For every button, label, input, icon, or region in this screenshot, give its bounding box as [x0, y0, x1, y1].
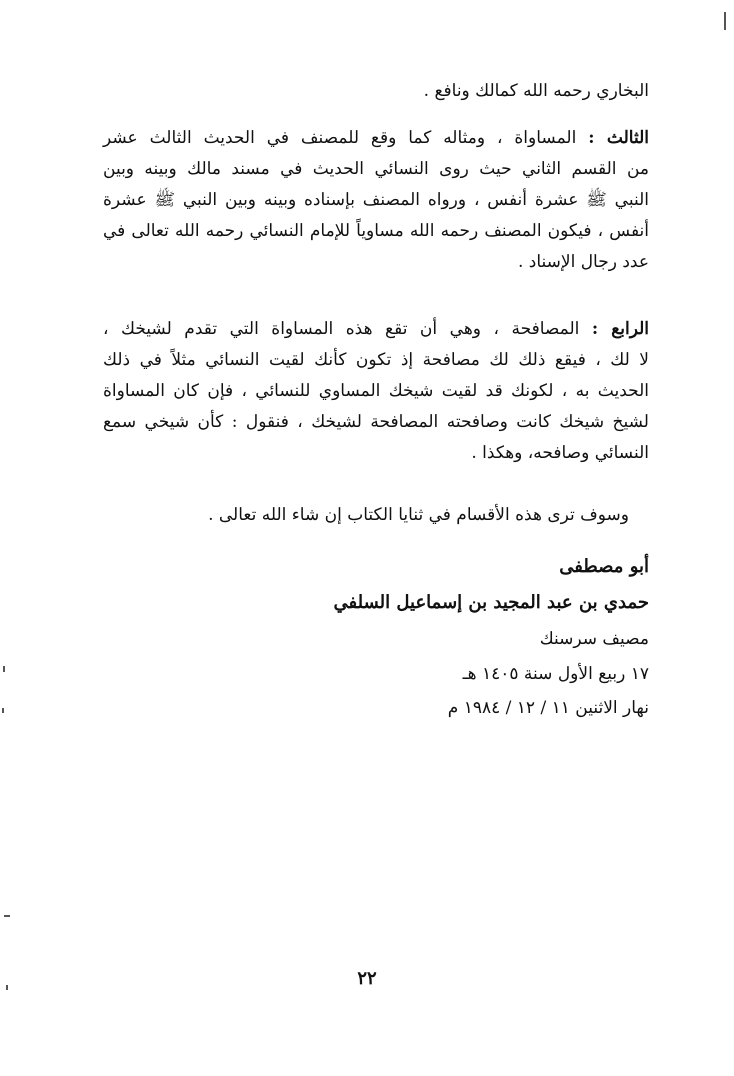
scan-speck [724, 12, 726, 30]
fourth-section-line-3: الحديث به ، لكونك قد لقيت شيخك المساوي للنسائي ، فإن كان المساواة [103, 381, 649, 401]
third-section-line-2: من القسم الثاني حيث روى النسائي الحديث في مسند مالك وبينه وبين [103, 159, 649, 179]
hijri-date: ١٧ ربيع الأول سنة ١٤٠٥ هـ [462, 664, 649, 684]
fourth-section-line-1 [103, 317, 649, 341]
third-heading: الثالث : [588, 128, 650, 148]
scan-speck [2, 708, 4, 713]
intro-line: البخاري رحمه الله كمالك ونافع . [423, 81, 649, 101]
third-line-text: المساواة ، ومثاله كما وقع للمصنف في الحديث الثالث عشر [103, 128, 577, 148]
closing-line: وسوف ترى هذه الأقسام في ثنايا الكتاب إن شاء الله تعالى . [208, 505, 629, 525]
third-section-line-5: عدد رجال الإسناد . [517, 252, 649, 272]
scan-speck [4, 915, 10, 917]
fourth-section-line-5: النسائي وصافحه، وهكذا . [471, 443, 649, 463]
fourth-line-text: المصافحة ، وهي أن تقع هذه المساواة التي تقدم لشيخك ، [103, 319, 580, 339]
signature-kunya: أبو مصطفى [559, 556, 649, 577]
page-number: ٢٢ [357, 968, 377, 989]
fourth-heading: الرابع : [591, 319, 649, 339]
third-section-line-3: النبي ﷺ عشرة أنفس ، ورواه المصنف بإسناده وبينه وبين النبي ﷺ عشرة [103, 190, 649, 210]
scan-speck [3, 666, 5, 672]
third-section-line-1 [103, 126, 649, 150]
place-text: مصيف سرسنك [539, 629, 649, 649]
fourth-section-line-2: لا لك ، فيقع ذلك لك مصافحة إذ تكون كأنك لقيت النسائي مثلاً في ذلك [103, 350, 649, 370]
scan-speck [6, 985, 8, 990]
signature-full-name: حمدي بن عبد المجيد بن إسماعيل السلفي [333, 592, 649, 613]
third-section-line-4: أنفس ، فيكون المصنف رحمه الله مساوياً للإمام النسائي رحمه الله تعالى في [103, 221, 649, 241]
fourth-section-line-4: لشيخ شيخك كانت وصافحته المصافحة لشيخك ، فنقول : كأن شيخي سمع [103, 412, 649, 432]
gregorian-date: نهار الاثنين ١١ / ١٢ / ١٩٨٤ م [447, 698, 649, 718]
